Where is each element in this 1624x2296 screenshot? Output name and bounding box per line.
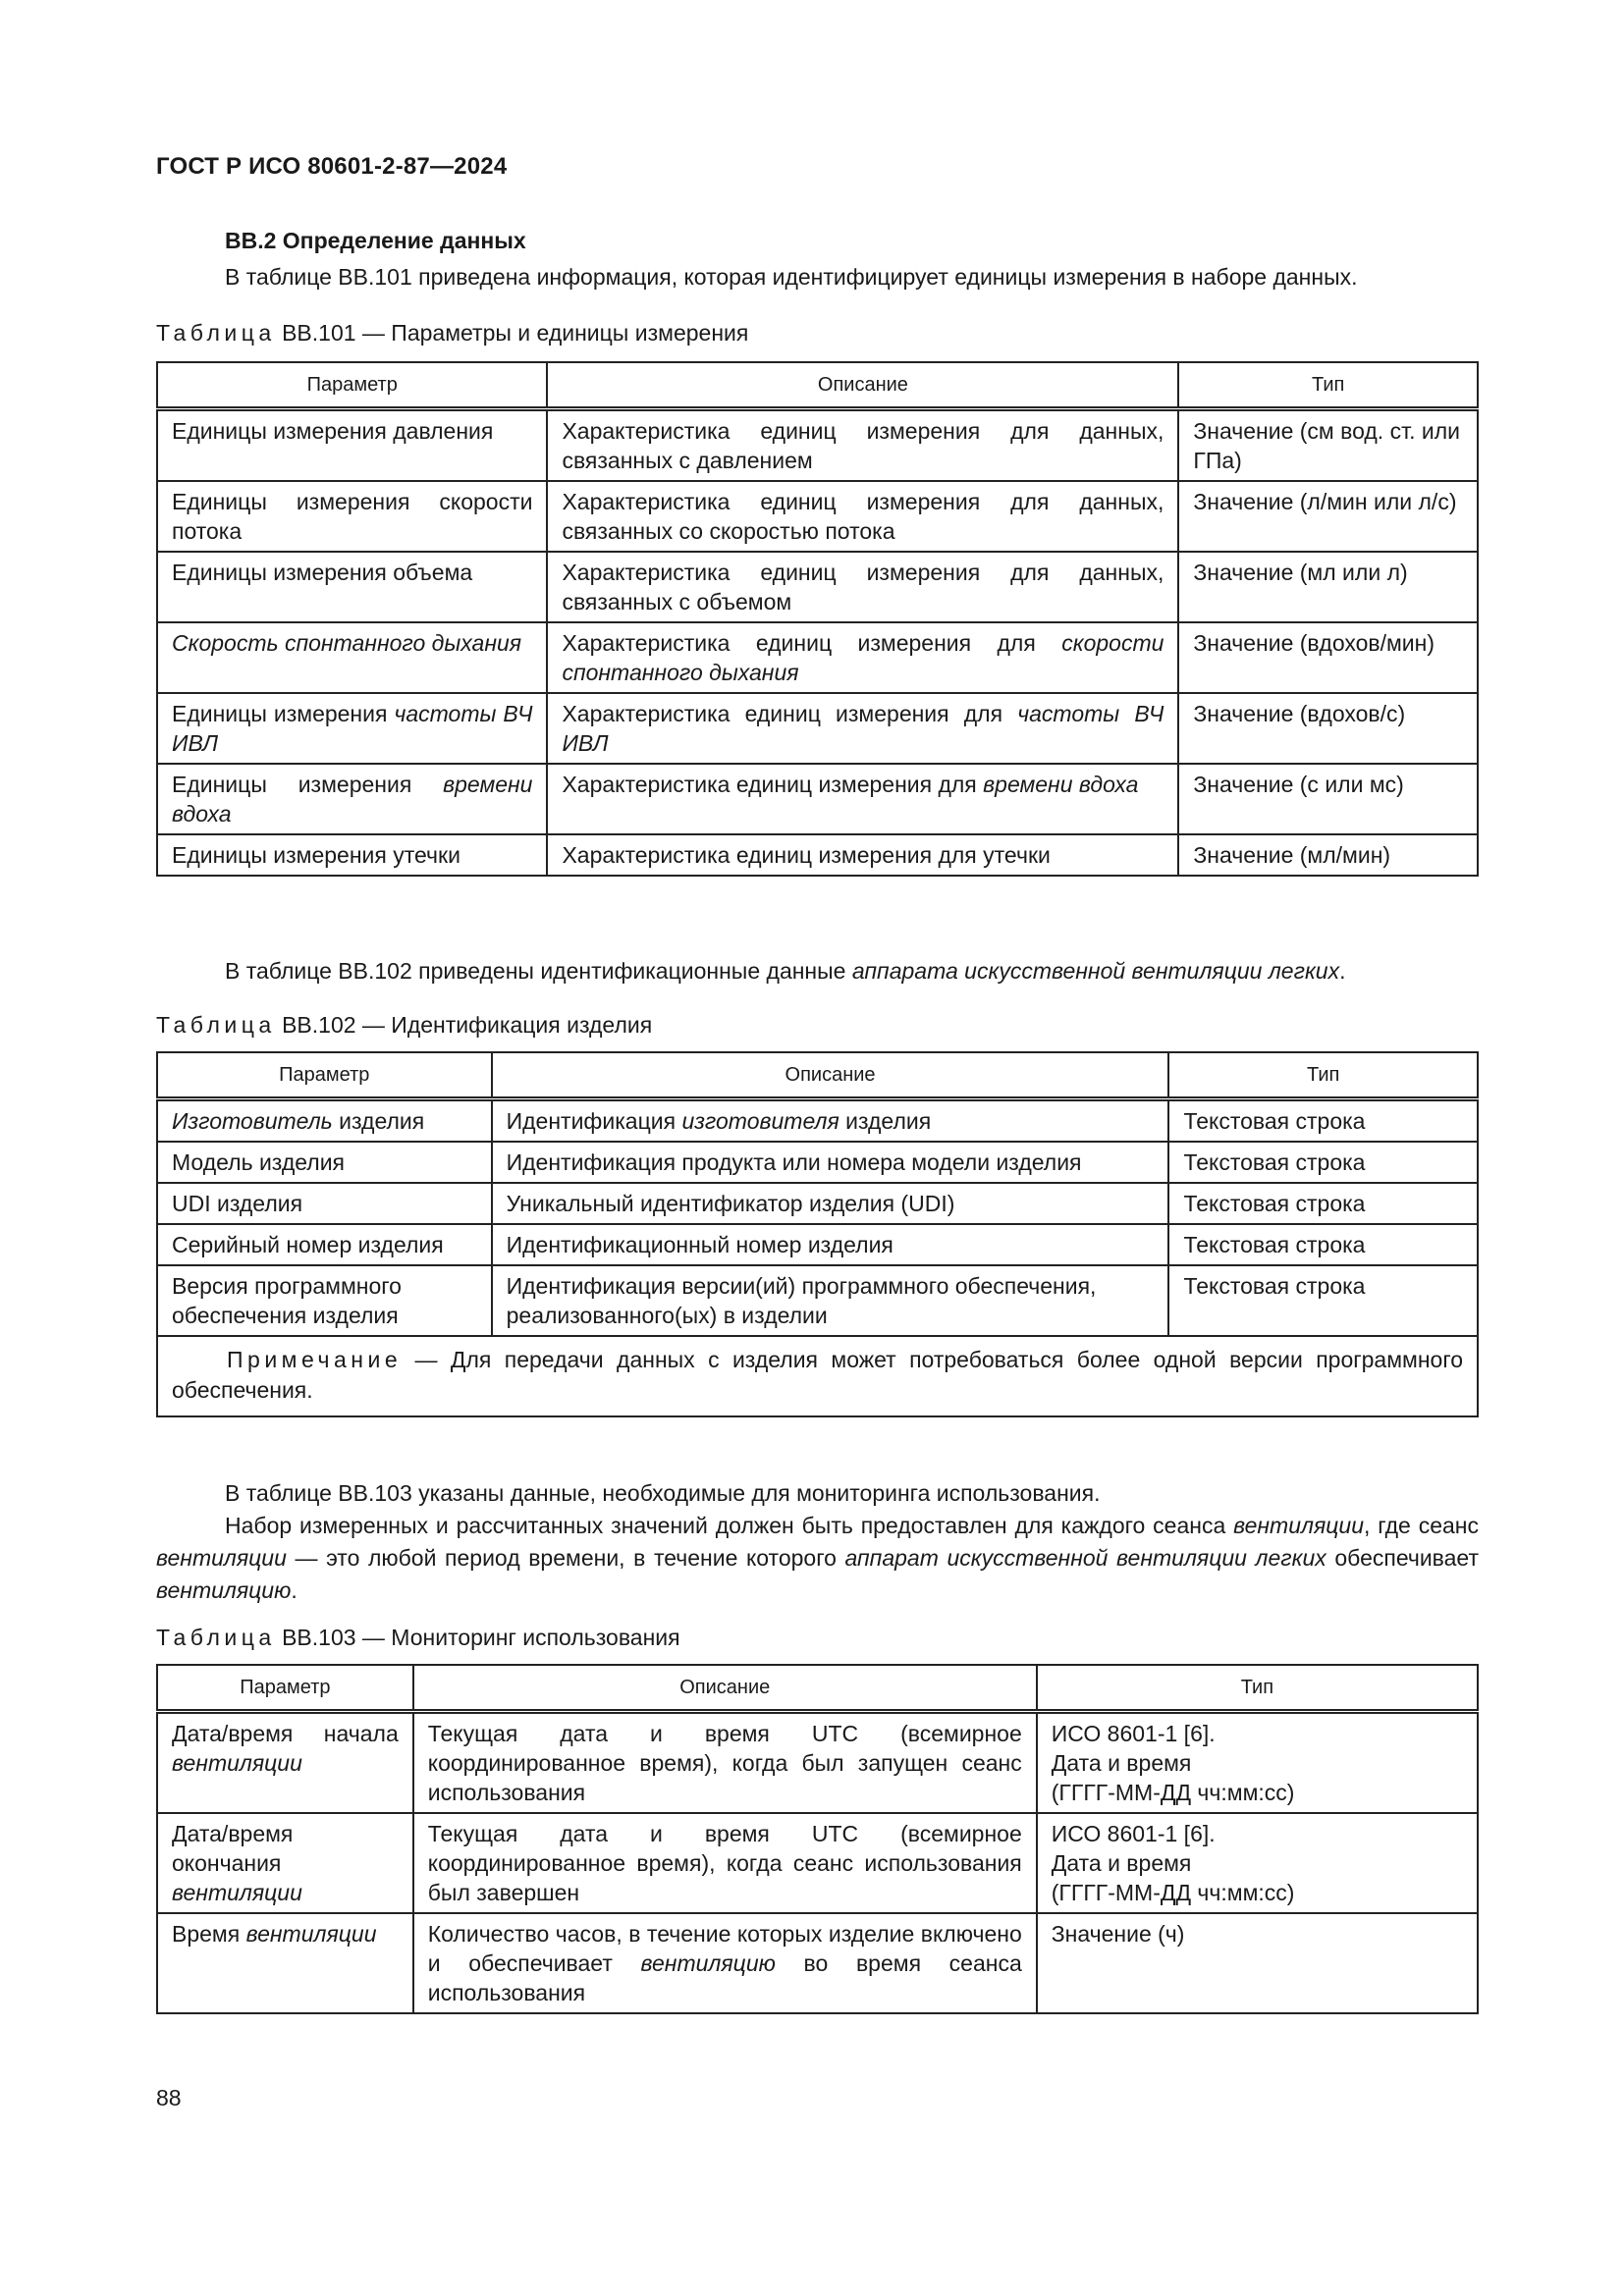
cell-desc: Текущая дата и время UTC (всемирное координированное время), когда сеанс использования был завершен (413, 1813, 1037, 1913)
cell-param (157, 693, 547, 764)
para-text: Набор измеренных и рассчитанных значений должен быть предоставлен для каждого сеанса (225, 1513, 1234, 1538)
cell-param (157, 764, 547, 834)
param-text: Единицы измерения (172, 701, 395, 726)
para-text: . (1339, 958, 1346, 984)
cell-desc: Идентификация продукта или номера модели изделия (492, 1142, 1169, 1183)
param-text: Время (172, 1921, 246, 1947)
cell-type: Значение (мл или л) (1178, 552, 1478, 622)
cell-param: Единицы измерения скорости потока (157, 481, 547, 552)
italic-term: аппарат искусственной вентиляции легких (844, 1545, 1326, 1571)
italic-term: времени вдоха (983, 772, 1139, 797)
italic-term: вентиляции (245, 1921, 377, 1947)
cell-desc: Текущая дата и время UTC (всемирное координированное время), когда был запущен сеанс использования (413, 1712, 1037, 1814)
cell-type: Текстовая строка (1168, 1224, 1478, 1265)
table-row (157, 1913, 1478, 2013)
param-text: Единицы измерения (172, 772, 444, 797)
cell-param (157, 1099, 492, 1143)
table-row (157, 764, 1478, 834)
caption-prefix: Таблица (156, 320, 276, 346)
desc-text: во время сеанса использования (427, 1950, 1022, 2005)
desc-text: Количество часов, в течение которых изделие включено и обеспечивает (427, 1921, 1022, 1976)
italic-term: вентиляцию (156, 1577, 292, 1603)
header-param: Параметр (157, 362, 547, 409)
caption-prefix: Таблица (156, 1012, 276, 1038)
cell-param (157, 1913, 413, 2013)
cell-type: Значение (вдохов/мин) (1178, 622, 1478, 693)
header-param: Параметр (157, 1665, 413, 1712)
cell-type: Значение (л/мин или л/с) (1178, 481, 1478, 552)
cell-desc (547, 764, 1178, 834)
cell-param: Модель изделия (157, 1142, 492, 1183)
cell-type: Текстовая строка (1168, 1265, 1478, 1336)
caption-title: ВВ.103 — Мониторинг использования (275, 1625, 680, 1650)
para-text: В таблице ВВ.102 приведены идентификационные данные (225, 958, 852, 984)
param-text: Дата/время окончания (172, 1821, 294, 1876)
table-row (157, 1712, 1478, 1814)
type-line: Дата и время (1051, 1750, 1192, 1776)
cell-param: Единицы измерения давления (157, 409, 547, 482)
header-desc: Описание (547, 362, 1178, 409)
italic-term: Скорость спонтанного дыхания (172, 630, 522, 656)
italic-term: Изготовитель (172, 1108, 333, 1134)
cell-type: Текстовая строка (1168, 1183, 1478, 1224)
cell-desc: Идентификационный номер изделия (492, 1224, 1169, 1265)
caption-title: ВВ.102 — Идентификация изделия (275, 1012, 653, 1038)
cell-param: Серийный номер изделия (157, 1224, 492, 1265)
caption-prefix: Таблица (156, 1625, 276, 1650)
document-header: ГОСТ Р ИСО 80601-2-87—2024 (156, 153, 508, 180)
paragraph-103-intro: В таблице ВВ.103 указаны данные, необходимые для мониторинга использования. (225, 1480, 1101, 1506)
table-101-caption (156, 320, 748, 347)
desc-text: Характеристика единиц измерения для (562, 630, 1062, 656)
table-row (157, 622, 1478, 693)
desc-text: Характеристика единиц измерения для (562, 772, 984, 797)
paragraph-102 (225, 955, 1479, 988)
table-row (157, 481, 1478, 552)
table-row (157, 1265, 1478, 1336)
cell-type: Значение (см вод. ст. или ГПа) (1178, 409, 1478, 482)
cell-desc (547, 622, 1178, 693)
cell-desc: Характеристика единиц измерения для данных, связанных с объемом (547, 552, 1178, 622)
cell-param: Версия программного обеспечения изделия (157, 1265, 492, 1336)
header-desc: Описание (492, 1052, 1169, 1099)
cell-desc: Характеристика единиц измерения для утечки (547, 834, 1178, 876)
italic-term: вентиляции (1233, 1513, 1364, 1538)
table-row (157, 1142, 1478, 1183)
table-row (157, 834, 1478, 876)
table-101 (156, 361, 1479, 877)
cell-desc: Уникальный идентификатор изделия (UDI) (492, 1183, 1169, 1224)
table-row (157, 1099, 1478, 1143)
table-header-row (157, 362, 1478, 409)
page-number: 88 (156, 2085, 182, 2110)
italic-term: времени вдоха (172, 772, 533, 827)
cell-type: Значение (ч) (1037, 1913, 1478, 2013)
para-text: — это любой период времени, в течение которого (286, 1545, 845, 1571)
type-line: Дата и время (1051, 1850, 1192, 1876)
italic-term: частоты ВЧ ИВЛ (562, 701, 1164, 756)
param-text: изделия (332, 1108, 425, 1134)
italic-term: скорости спонтанного дыхания (562, 630, 1164, 685)
cell-type (1037, 1712, 1478, 1814)
italic-term: вентиляции (156, 1545, 287, 1571)
header-type: Тип (1168, 1052, 1478, 1099)
cell-param: Единицы измерения утечки (157, 834, 547, 876)
intro-paragraph: В таблице ВВ.101 приведена информация, которая идентифицирует единицы измерения в наборе данных. (225, 264, 1358, 290)
cell-desc: Характеристика единиц измерения для данных, связанных со скоростью потока (547, 481, 1178, 552)
cell-desc: Характеристика единиц измерения для данных, связанных с давлением (547, 409, 1178, 482)
caption-title: ВВ.101 — Параметры и единицы измерения (275, 320, 749, 346)
italic-term: аппарата искусственной вентиляции легких (851, 958, 1340, 984)
table-102-caption (156, 1012, 652, 1039)
note-label: Примечание (227, 1347, 403, 1372)
header-param: Параметр (157, 1052, 492, 1099)
para-text: , где сеанс (1364, 1513, 1479, 1538)
paragraph-103-session (156, 1510, 1479, 1607)
cell-desc (413, 1913, 1037, 2013)
type-line: (ГГГГ-ММ-ДД чч:мм:сс) (1051, 1880, 1295, 1905)
cell-param (157, 622, 547, 693)
para-text: обеспечивает (1326, 1545, 1479, 1571)
header-type: Тип (1037, 1665, 1478, 1712)
desc-text: Характеристика единиц измерения для (562, 701, 1018, 726)
cell-param (157, 1813, 413, 1913)
table-note (157, 1336, 1478, 1416)
header-desc: Описание (413, 1665, 1037, 1712)
italic-term: вентиляции (172, 1750, 302, 1776)
italic-term: частоты ВЧ ИВЛ (172, 701, 533, 756)
cell-type: Значение (мл/мин) (1178, 834, 1478, 876)
table-row (157, 693, 1478, 764)
type-line: (ГГГГ-ММ-ДД чч:мм:сс) (1051, 1780, 1295, 1805)
cell-param (157, 1712, 413, 1814)
table-row (157, 1224, 1478, 1265)
cell-type: Значение (с или мс) (1178, 764, 1478, 834)
italic-term: изготовителя (681, 1108, 839, 1134)
italic-term: вентиляции (172, 1880, 302, 1905)
cell-desc: Идентификация версии(ий) программного обеспечения, реализованного(ых) в изделии (492, 1265, 1169, 1336)
desc-text: Идентификация (506, 1108, 682, 1134)
cell-param: UDI изделия (157, 1183, 492, 1224)
cell-param: Единицы измерения объема (157, 552, 547, 622)
table-103-caption (156, 1625, 680, 1651)
note-text: — Для передачи данных с изделия может потребоваться более одной версии программного обеспечения. (172, 1347, 1463, 1403)
table-row (157, 1183, 1478, 1224)
desc-text: изделия (839, 1108, 932, 1134)
type-line: ИСО 8601-1 [6]. (1051, 1821, 1216, 1846)
table-row (157, 409, 1478, 482)
table-103 (156, 1664, 1479, 2014)
table-row (157, 1813, 1478, 1913)
cell-type (1037, 1813, 1478, 1913)
para-text: . (291, 1577, 298, 1603)
cell-desc (492, 1099, 1169, 1143)
header-type: Тип (1178, 362, 1478, 409)
cell-type: Текстовая строка (1168, 1099, 1478, 1143)
table-note-row (157, 1336, 1478, 1416)
cell-type: Текстовая строка (1168, 1142, 1478, 1183)
section-title: ВВ.2 Определение данных (225, 228, 526, 253)
table-row (157, 552, 1478, 622)
cell-desc (547, 693, 1178, 764)
type-line: ИСО 8601-1 [6]. (1051, 1721, 1216, 1746)
table-header-row (157, 1665, 1478, 1712)
table-header-row (157, 1052, 1478, 1099)
param-text: Дата/время начала (172, 1721, 399, 1746)
table-102 (156, 1051, 1479, 1417)
cell-type: Значение (вдохов/с) (1178, 693, 1478, 764)
italic-term: вентиляцию (640, 1950, 776, 1976)
